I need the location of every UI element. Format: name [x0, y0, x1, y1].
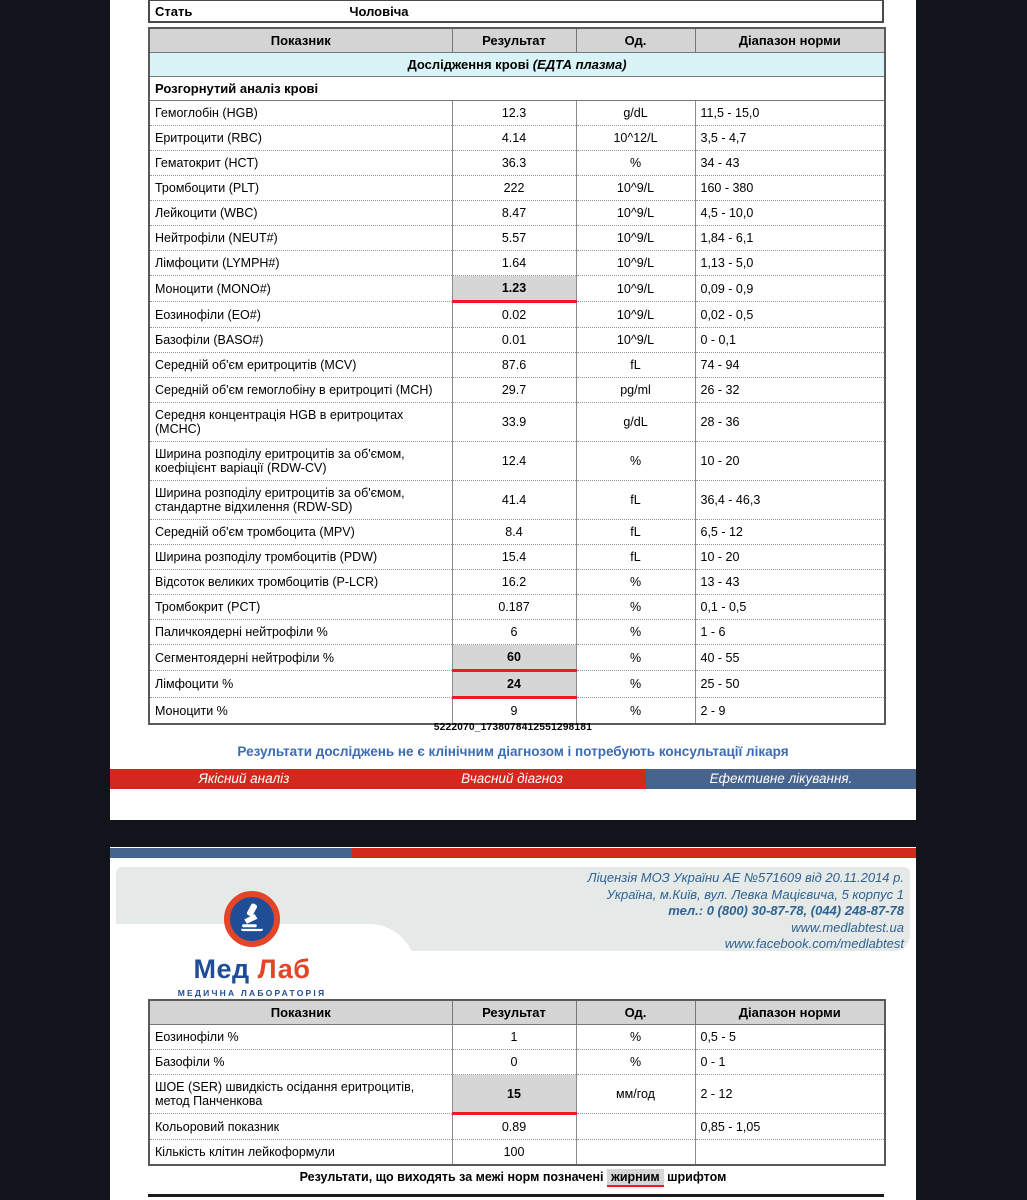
contact-block — [588, 870, 904, 953]
cell-name: Моноцити % — [149, 698, 452, 725]
cell-range: 3,5 - 4,7 — [695, 126, 885, 151]
logo-circle — [224, 891, 280, 947]
col-header-range: Діапазон норми — [695, 1000, 885, 1025]
cell-range: 10 - 20 — [695, 545, 885, 570]
cell-range: 13 - 43 — [695, 570, 885, 595]
cell-name: Середній об'єм еритроцитів (MCV) — [149, 353, 452, 378]
cell-name: Нейтрофіли (NEUT#) — [149, 226, 452, 251]
cell-range: 4,5 - 10,0 — [695, 201, 885, 226]
cell-unit: 10^9/L — [576, 251, 695, 276]
cell-range: 1,84 - 6,1 — [695, 226, 885, 251]
page-bottom-rule — [148, 1194, 884, 1197]
slogan-banner-red — [110, 769, 646, 789]
cell-range: 10 - 20 — [695, 442, 885, 481]
cell-unit — [576, 1114, 695, 1140]
cell-name: Гематокрит (HCT) — [149, 151, 452, 176]
cell-result: 29.7 — [452, 378, 576, 403]
cell-result: 9 — [452, 698, 576, 725]
cell-name: Паличкоядерні нейтрофіли % — [149, 620, 452, 645]
table-row — [149, 1075, 885, 1114]
cell-result: 0.187 — [452, 595, 576, 620]
cell-result: 12.4 — [452, 442, 576, 481]
cell-unit: % — [576, 698, 695, 725]
slogan-quality: Якісний аналіз — [198, 771, 290, 786]
group-title: Розгорнутий аналіз крові — [149, 77, 885, 101]
continued-analysis-table — [148, 999, 886, 1166]
cell-result: 6 — [452, 620, 576, 645]
section-title-italic: (ЕДТА плазма) — [532, 57, 627, 72]
section-title-text: Дослідження крові — [407, 57, 533, 72]
cell-result: 0.02 — [452, 302, 576, 328]
cell-range: 26 - 32 — [695, 378, 885, 403]
col-header-result: Результат — [452, 28, 576, 53]
cell-range: 1,13 - 5,0 — [695, 251, 885, 276]
table-row — [149, 442, 885, 481]
cell-result: 12.3 — [452, 101, 576, 126]
table-row — [149, 328, 885, 353]
table-row — [149, 276, 885, 302]
cell-name: Середній об'єм гемоглобіну в еритроциті (MCH) — [149, 378, 452, 403]
cell-range: 2 - 9 — [695, 698, 885, 725]
cell-range: 11,5 - 15,0 — [695, 101, 885, 126]
col-header-result: Результат — [452, 1000, 576, 1025]
table-row — [149, 545, 885, 570]
cell-unit: % — [576, 1025, 695, 1050]
cell-name: ШОЕ (SER) швидкість осідання еритроцитів, метод Панченкова — [149, 1075, 452, 1114]
cell-unit: % — [576, 671, 695, 698]
col-header-indicator: Показник — [149, 28, 452, 53]
table-row — [149, 353, 885, 378]
table-header-row — [149, 1000, 885, 1025]
sex-row — [148, 0, 884, 23]
cell-unit: 10^9/L — [576, 201, 695, 226]
contact-line: Україна, м.Київ, вул. Левка Мацієвича, 5 корпус 1 — [606, 886, 904, 902]
cell-result: 16.2 — [452, 570, 576, 595]
slogan-treatment: Ефективне лікування. — [646, 769, 916, 789]
specimen-number: 5222070_1738078412551298181 — [433, 722, 593, 733]
cell-unit: pg/ml — [576, 378, 695, 403]
cell-range: 28 - 36 — [695, 403, 885, 442]
cell-unit: fL — [576, 353, 695, 378]
cell-range: 0,5 - 5 — [695, 1025, 885, 1050]
table-row — [149, 101, 885, 126]
table-row — [149, 570, 885, 595]
cell-unit: 10^9/L — [576, 176, 695, 201]
cell-unit: % — [576, 595, 695, 620]
table-row — [149, 176, 885, 201]
table-row — [149, 698, 885, 725]
cell-unit — [576, 1140, 695, 1166]
top-bar-blue-segment — [110, 848, 352, 858]
table-row — [149, 302, 885, 328]
cell-range — [695, 1140, 885, 1166]
table-row — [149, 251, 885, 276]
col-header-unit: Од. — [576, 1000, 695, 1025]
group-row — [149, 77, 885, 101]
cell-result: 87.6 — [452, 353, 576, 378]
cell-result: 222 — [452, 176, 576, 201]
cell-range: 0 - 1 — [695, 1050, 885, 1075]
table-row — [149, 403, 885, 442]
table-row — [149, 645, 885, 671]
table-row — [149, 201, 885, 226]
cell-unit: % — [576, 570, 695, 595]
cell-unit: g/dL — [576, 101, 695, 126]
cell-result: 1.64 — [452, 251, 576, 276]
cell-name: Лімфоцити (LYMPH#) — [149, 251, 452, 276]
cell-name: Ширина розподілу еритроцитів за об'ємом, коефіцієнт варіації (RDW-CV) — [149, 442, 452, 481]
cell-result: 0.89 — [452, 1114, 576, 1140]
table-row — [149, 620, 885, 645]
cell-result: 8.4 — [452, 520, 576, 545]
cell-unit: 10^9/L — [576, 302, 695, 328]
cell-range: 160 - 380 — [695, 176, 885, 201]
cell-name: Кількість клітин лейкоформули — [149, 1140, 452, 1166]
section-title — [149, 53, 885, 77]
note-prefix: Результати, що виходять за межі норм позначені — [299, 1170, 607, 1184]
cell-range: 36,4 - 46,3 — [695, 481, 885, 520]
cell-name: Сегментоядерні нейтрофіли % — [149, 645, 452, 671]
cell-name: Кольоровий показник — [149, 1114, 452, 1140]
logo-word-med: Мед — [193, 954, 250, 984]
cell-result: 60 — [452, 645, 576, 671]
report-page-1 — [110, 0, 916, 820]
table-row — [149, 595, 885, 620]
top-bar-red-segment — [352, 848, 916, 858]
cell-result: 100 — [452, 1140, 576, 1166]
cell-name: Гемоглобін (HGB) — [149, 101, 452, 126]
cell-unit: g/dL — [576, 403, 695, 442]
section-row — [149, 53, 885, 77]
table-row — [149, 1025, 885, 1050]
cell-result: 8.47 — [452, 201, 576, 226]
cell-name: Еритроцити (RBC) — [149, 126, 452, 151]
cell-name: Лімфоцити % — [149, 671, 452, 698]
table-header-row — [149, 28, 885, 53]
contact-line: тел.: 0 (800) 30-87-78, (044) 248-87-78 — [668, 903, 904, 918]
cell-result: 33.9 — [452, 403, 576, 442]
cell-name: Ширина розподілу еритроцитів за об'ємом, стандартне відхилення (RDW-SD) — [149, 481, 452, 520]
cell-range: 34 - 43 — [695, 151, 885, 176]
cell-name: Тромбокрит (PCT) — [149, 595, 452, 620]
note-suffix: шрифтом — [663, 1170, 727, 1184]
cell-name: Базофіли (BASO#) — [149, 328, 452, 353]
cell-range: 0,85 - 1,05 — [695, 1114, 885, 1140]
cell-unit: fL — [576, 520, 695, 545]
col-header-range: Діапазон норми — [695, 28, 885, 53]
cell-name: Ширина розподілу тромбоцитів (PDW) — [149, 545, 452, 570]
cell-range: 74 - 94 — [695, 353, 885, 378]
page2-top-bar — [110, 848, 916, 858]
cell-unit: fL — [576, 481, 695, 520]
cell-unit: 10^9/L — [576, 328, 695, 353]
cell-range: 0,02 - 0,5 — [695, 302, 885, 328]
cell-unit: 10^9/L — [576, 226, 695, 251]
cell-unit: % — [576, 620, 695, 645]
col-header-indicator: Показник — [149, 1000, 452, 1025]
cell-result: 0.01 — [452, 328, 576, 353]
table-row — [149, 520, 885, 545]
cell-range: 6,5 - 12 — [695, 520, 885, 545]
contact-link[interactable]: www.medlabtest.ua — [791, 919, 904, 935]
table-row — [149, 1114, 885, 1140]
cell-unit: % — [576, 442, 695, 481]
contact-line: Ліцензія МОЗ України АЕ №571609 від 20.11.2014 р. — [587, 870, 904, 885]
cell-result: 4.14 — [452, 126, 576, 151]
cell-result: 5.57 — [452, 226, 576, 251]
cell-result: 0 — [452, 1050, 576, 1075]
table-row — [149, 671, 885, 698]
cell-range: 0,1 - 0,5 — [695, 595, 885, 620]
table-row — [149, 1050, 885, 1075]
cell-range: 0,09 - 0,9 — [695, 276, 885, 302]
slogan-banner — [110, 769, 916, 789]
cell-result: 1 — [452, 1025, 576, 1050]
disclaimer-text: Результати досліджень не є клінічним діагнозом і потребують консультації лікаря — [237, 744, 789, 759]
cell-result: 24 — [452, 671, 576, 698]
cell-name: Тромбоцити (PLT) — [149, 176, 452, 201]
cell-range: 1 - 6 — [695, 620, 885, 645]
cell-result: 36.3 — [452, 151, 576, 176]
cell-name: Відсоток великих тромбоцитів (P-LCR) — [149, 570, 452, 595]
cell-unit: мм/год — [576, 1075, 695, 1114]
table-row — [149, 226, 885, 251]
logo-wordmark — [162, 954, 342, 985]
cell-unit: 10^9/L — [576, 276, 695, 302]
report-page-2 — [110, 847, 916, 1200]
cell-range: 2 - 12 — [695, 1075, 885, 1114]
cell-name: Еозинофіли (EO#) — [149, 302, 452, 328]
cell-name: Лейкоцити (WBC) — [149, 201, 452, 226]
cell-result: 41.4 — [452, 481, 576, 520]
slogan-diagnosis: Вчасний діагноз — [461, 771, 563, 786]
note-flagged-word: жирним — [607, 1169, 664, 1187]
cell-unit: fL — [576, 545, 695, 570]
col-header-unit: Од. — [576, 28, 695, 53]
blood-analysis-table — [148, 27, 886, 725]
cell-unit: % — [576, 151, 695, 176]
cell-range: 25 - 50 — [695, 671, 885, 698]
microscope-icon — [235, 900, 269, 939]
sex-label: Стать — [155, 3, 193, 19]
table-row — [149, 126, 885, 151]
cell-unit: 10^12/L — [576, 126, 695, 151]
contact-link[interactable]: www.facebook.com/medlabtest — [724, 936, 904, 951]
logo-word-lab: Лаб — [257, 954, 311, 984]
cell-result: 15 — [452, 1075, 576, 1114]
cell-range: 0 - 0,1 — [695, 328, 885, 353]
cell-result: 15.4 — [452, 545, 576, 570]
cell-range: 40 - 55 — [695, 645, 885, 671]
table-row — [149, 151, 885, 176]
cell-name: Середня концентрація HGB в еритроцитах (MCHC) — [149, 403, 452, 442]
medlab-logo — [162, 891, 342, 998]
logo-tagline: МЕДИЧНА ЛАБОРАТОРІЯ — [177, 988, 327, 998]
cell-name: Моноцити (MONO#) — [149, 276, 452, 302]
cell-name: Еозинофіли % — [149, 1025, 452, 1050]
sex-value: Чоловіча — [349, 3, 409, 19]
cell-unit: % — [576, 1050, 695, 1075]
cell-unit: % — [576, 645, 695, 671]
cell-name: Базофіли % — [149, 1050, 452, 1075]
cell-result: 1.23 — [452, 276, 576, 302]
bold-values-note — [110, 1170, 916, 1184]
table-row — [149, 378, 885, 403]
cell-name: Середній об'єм тромбоцита (MPV) — [149, 520, 452, 545]
table-row — [149, 1140, 885, 1166]
table-row — [149, 481, 885, 520]
